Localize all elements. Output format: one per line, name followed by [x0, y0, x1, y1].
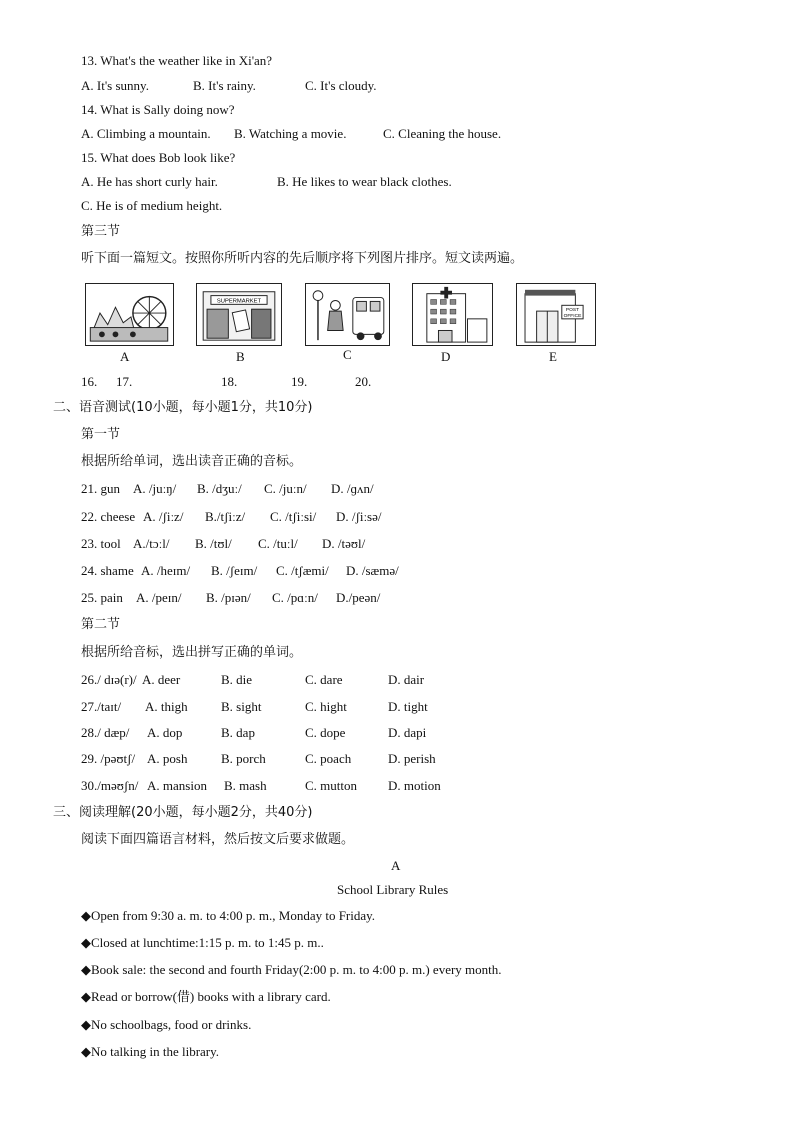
supermarket-sign: SUPERMARKET: [216, 298, 262, 305]
question-15: 15. What does Bob look like?: [81, 150, 236, 165]
q29-b: B. porch: [221, 751, 266, 766]
q25-b: B. /pɪən/: [206, 590, 251, 605]
post-sign-line2: OFFICE: [563, 313, 582, 319]
q21-word: 21. gun: [81, 481, 120, 496]
q30-phonetic: 30./məʊʃn/: [81, 778, 139, 793]
picture-label-e: E: [549, 349, 557, 364]
q21-d: D. /ɡʌn/: [331, 481, 374, 496]
q29-a: A. posh: [147, 751, 188, 766]
q26-b: B. die: [221, 672, 253, 687]
q23-d: D. /təʊl/: [322, 536, 366, 551]
section3-instruction: 听下面一篇短文。按照你所听内容的先后顺序将下列图片排序。短文读两遍。: [81, 251, 524, 266]
q21-b: B. /dʒuː/: [197, 481, 242, 496]
post-sign-line1: POST: [565, 308, 580, 314]
q27-c: C. hight: [305, 699, 347, 714]
section3-title: 第三节: [81, 224, 121, 239]
rule-2: ◆Closed at lunchtime:1:15 p. m. to 1:45 p. m..: [81, 935, 324, 950]
option-15c: C. He is of medium height.: [81, 198, 223, 213]
phonetics-part2-title: 第二节: [81, 617, 121, 632]
q21-a: A. /juːŋ/: [133, 481, 177, 496]
phonetics-heading: 二、语音测试(10小题，每小题1分，共10分): [53, 400, 313, 415]
phonetics-part1-instruction: 根据所给单词，选出读音正确的音标。: [81, 454, 303, 469]
q27-phonetic: 27./taɪt/: [81, 699, 122, 714]
option-13b: B. It's rainy.: [193, 78, 256, 93]
q30-b: B. mash: [224, 778, 267, 793]
rule-6: ◆No talking in the library.: [81, 1044, 220, 1059]
answer-19: 19.: [291, 374, 308, 389]
rule-1: ◆Open from 9:30 a. m. to 4:00 p. m., Monday to Friday.: [81, 908, 376, 923]
q28-d: D. dapi: [388, 725, 427, 740]
picture-label-d: D: [441, 349, 451, 364]
picture-a-amusement-park: [85, 283, 174, 346]
q25-a: A. /peɪn/: [136, 590, 182, 605]
option-14b: B. Watching a movie.: [234, 126, 347, 141]
option-14c: C. Cleaning the house.: [383, 126, 502, 141]
q25-c: C. /pɑːn/: [272, 590, 318, 605]
q28-c: C. dope: [305, 725, 346, 740]
q23-a: A./tɔːl/: [133, 536, 170, 551]
q27-a: A. thigh: [145, 699, 188, 714]
q21-c: C. /juːn/: [264, 481, 307, 496]
q29-phonetic: 29. /pəʊtʃ/: [81, 751, 136, 766]
option-15a: A. He has short curly hair.: [81, 174, 218, 189]
answer-18: 18.: [221, 374, 238, 389]
reading-heading: 三、阅读理解(20小题，每小题2分，共40分): [53, 805, 313, 820]
option-14a: A. Climbing a mountain.: [81, 126, 211, 141]
picture-label-a: A: [120, 349, 130, 364]
q27-d: D. tight: [388, 699, 428, 714]
q24-word: 24. shame: [81, 563, 134, 578]
q26-d: D. dair: [388, 672, 425, 687]
q30-a: A. mansion: [147, 778, 207, 793]
q23-c: C. /tuːl/: [258, 536, 298, 551]
picture-label-c: C: [343, 347, 352, 362]
q22-a: A. /ʃiːz/: [143, 509, 184, 524]
passage-title: School Library Rules: [337, 882, 449, 897]
q24-a: A. /heɪm/: [141, 563, 191, 578]
answer-17: 17.: [116, 374, 133, 389]
q24-c: C. /tʃæmi/: [276, 563, 329, 578]
q27-b: B. sight: [221, 699, 262, 714]
phonetics-part2-instruction: 根据所给音标，选出拼写正确的单词。: [81, 645, 303, 660]
rule-4: ◆Read or borrow(借) books with a library card.: [81, 989, 331, 1004]
phonetics-part1-title: 第一节: [81, 427, 121, 442]
q25-word: 25. pain: [81, 590, 123, 605]
picture-e-post-office: [516, 283, 596, 346]
q24-b: B. /ʃeɪm/: [211, 563, 258, 578]
q28-a: A. dop: [147, 725, 183, 740]
q22-b: B./tʃiːz/: [205, 509, 246, 524]
option-15b: B. He likes to wear black clothes.: [277, 174, 452, 189]
question-13: 13. What's the weather like in Xi'an?: [81, 53, 273, 68]
picture-d-hospital: [412, 283, 493, 346]
q26-c: C. dare: [305, 672, 343, 687]
q29-c: C. poach: [305, 751, 352, 766]
rule-5: ◆No schoolbags, food or drinks.: [81, 1017, 252, 1032]
q23-word: 23. tool: [81, 536, 121, 551]
answer-20: 20.: [355, 374, 372, 389]
option-13a: A. It's sunny.: [81, 78, 149, 93]
q28-b: B. dap: [221, 725, 255, 740]
q23-b: B. /tʊl/: [195, 536, 232, 551]
q30-d: D. motion: [388, 778, 441, 793]
q22-c: C. /tʃiːsi/: [270, 509, 317, 524]
picture-label-b: B: [236, 349, 245, 364]
q26-phonetic: 26./ dɪə(r)/: [81, 672, 137, 687]
passage-letter: A: [391, 858, 401, 873]
rule-3: ◆Book sale: the second and fourth Friday(2:00 p. m. to 4:00 p. m.) every month.: [81, 962, 502, 977]
question-14: 14. What is Sally doing now?: [81, 102, 235, 117]
q30-c: C. mutton: [305, 778, 358, 793]
reading-instruction: 阅读下面四篇语言材料，然后按文后要求做题。: [81, 832, 355, 847]
q22-word: 22. cheese: [81, 509, 136, 524]
q26-a: A. deer: [142, 672, 181, 687]
q24-d: D. /sæmə/: [346, 563, 399, 578]
q22-d: D. /ʃiːsə/: [336, 509, 382, 524]
picture-b-supermarket: [196, 283, 282, 346]
option-13c: C. It's cloudy.: [305, 78, 377, 93]
q25-d: D./peən/: [336, 590, 381, 605]
q28-phonetic: 28./ dæp/: [81, 725, 130, 740]
picture-c-bus-stop: [305, 283, 390, 346]
q29-d: D. perish: [388, 751, 436, 766]
answer-16: 16.: [81, 374, 98, 389]
